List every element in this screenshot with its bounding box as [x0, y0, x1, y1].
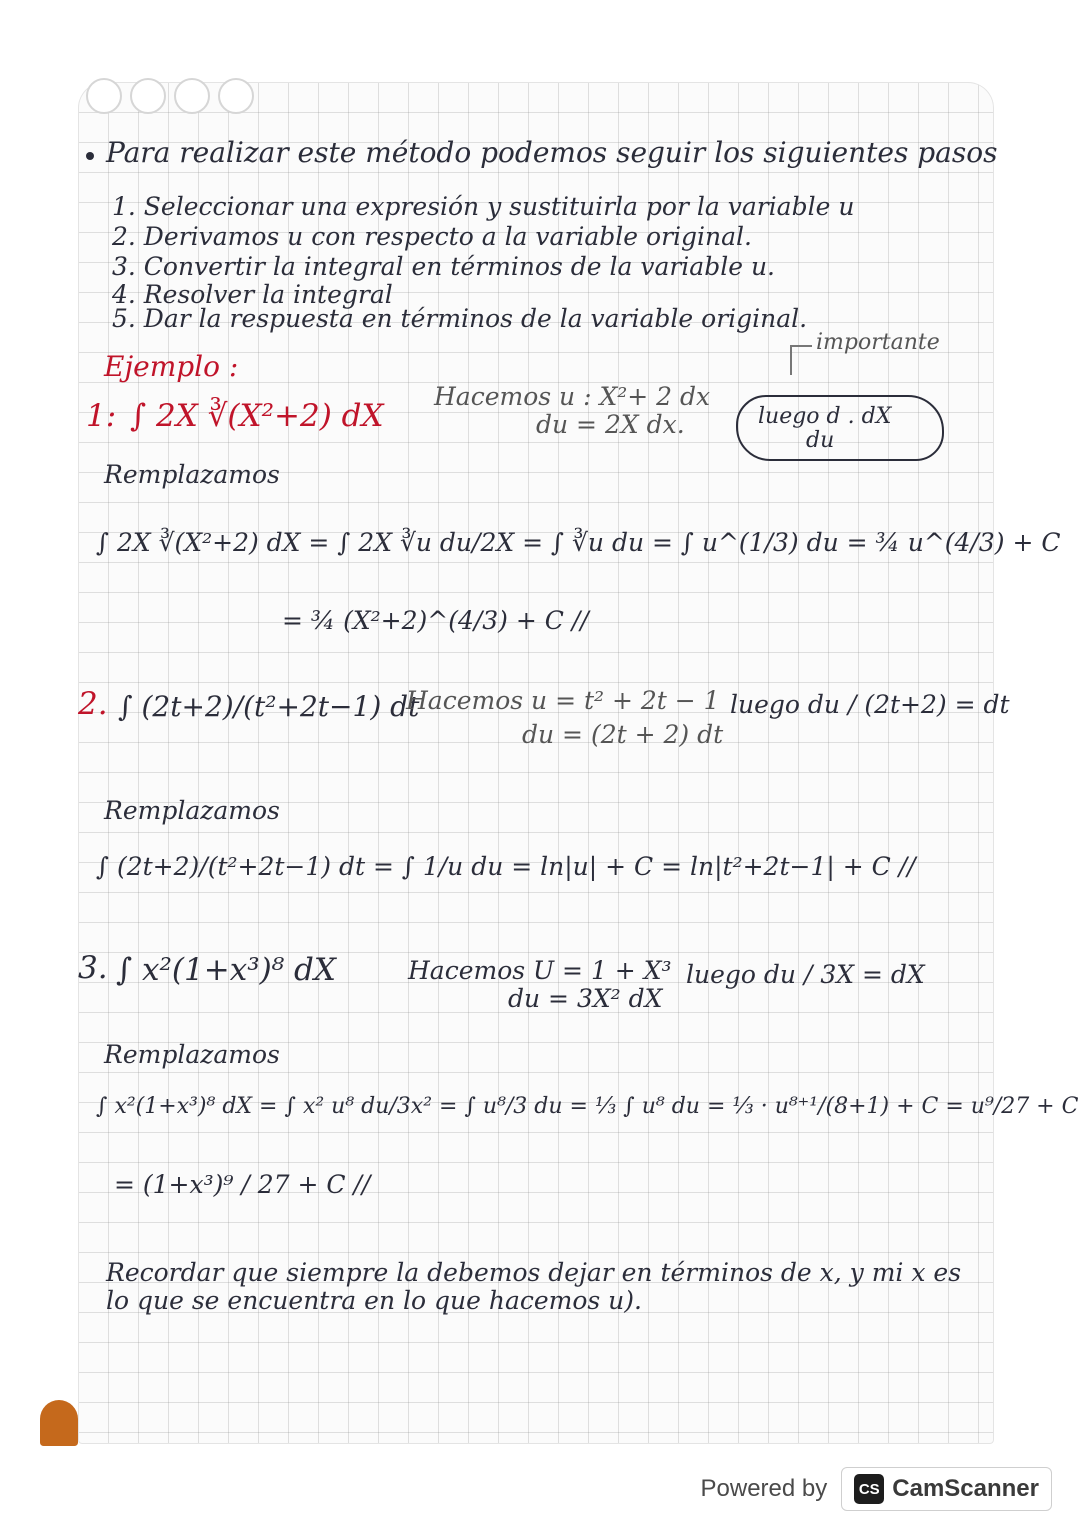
example-1-number: 1: — [86, 398, 117, 434]
note-line-2: lo que se encuentra en lo que hacemos u). — [106, 1286, 642, 1315]
example-2-remplazamos: Remplazamos — [104, 796, 280, 825]
example-3-luego: luego du / 3X = dX — [686, 960, 925, 989]
example-2-differential: du = (2t + 2) dt — [522, 720, 724, 749]
step-2: 2. Derivamos u con respecto a la variable original. — [112, 222, 752, 251]
example-3-substitution: Hacemos U = 1 + X³ — [408, 956, 672, 985]
example-1-derivation: ∫ 2X ∛(X²+2) dX = ∫ 2X ∛u du/2X = ∫ ∛u du = ∫ u^(1/3) du = ¾ u^(4/3) + C — [96, 528, 1061, 557]
example-2-luego: luego du / (2t+2) = dt — [730, 690, 1010, 719]
step-4: 4. Resolver la integral — [112, 280, 393, 309]
powered-by-text: Powered by — [700, 1475, 828, 1502]
step-3: 3. Convertir la integral en términos de la variable u. — [112, 252, 776, 281]
example-3-derivation: ∫ x²(1+x³)⁸ dX = ∫ x² u⁸ du/3x² = ∫ u⁸/3 du = ⅓ ∫ u⁸ du = ⅓ · u⁸⁺¹/(8+1) + C = u⁹/27 + C — [96, 1094, 1079, 1119]
example-3-differential: du = 3X² dX — [508, 984, 663, 1013]
camscanner-footer — [701, 1464, 1052, 1514]
example-1-result: = ¾ (X²+2)^(4/3) + C // — [282, 606, 589, 635]
binder-hole — [86, 78, 122, 114]
finger-edge — [40, 1400, 78, 1446]
example-2-integral: ∫ (2t+2)/(t²+2t−1) dt — [118, 690, 420, 723]
example-3-remplazamos: Remplazamos — [104, 1040, 280, 1069]
camscanner-badge — [841, 1467, 1052, 1511]
example-3-integral: ∫ x²(1+x³)⁸ dX — [116, 952, 336, 988]
step-1: 1. Seleccionar una expresión y sustituirla por la variable u — [112, 192, 855, 221]
camscanner-logo-icon: CS — [854, 1474, 884, 1504]
intro-line: Para realizar este método podemos seguir los siguientes pasos — [106, 136, 998, 169]
example-2-derivation: ∫ (2t+2)/(t²+2t−1) dt = ∫ 1/u du = ln|u| + C = ln|t²+2t−1| + C // — [96, 852, 916, 881]
arrow-line — [790, 345, 812, 347]
note-line-1: Recordar que siempre la debemos dejar en términos de x, y mi x es — [106, 1258, 962, 1287]
example-1-integral: ∫ 2X ∛(X²+2) dX — [130, 398, 384, 434]
bullet-dot — [86, 152, 94, 160]
example-1-luego: luego d . dX — [758, 404, 892, 429]
example-1-substitution: Hacemos u : X²+ 2 dx — [434, 382, 711, 411]
importante-note: importante — [816, 330, 940, 355]
binder-hole — [174, 78, 210, 114]
ejemplo-heading: Ejemplo : — [104, 350, 239, 383]
example-3-number: 3. — [78, 950, 108, 986]
example-1-luego-denominator: du — [806, 428, 835, 453]
example-2-substitution: Hacemos u = t² + 2t − 1 — [406, 686, 720, 715]
step-5: 5. Dar la respuesta en términos de la variable original. — [112, 304, 808, 333]
binder-hole — [218, 78, 254, 114]
example-1-remplazamos: Remplazamos — [104, 460, 280, 489]
example-1-differential: du = 2X dx. — [536, 410, 685, 439]
camscanner-brand: CamScanner — [892, 1475, 1039, 1502]
binder-hole — [130, 78, 166, 114]
example-2-number: 2. — [78, 686, 108, 722]
example-3-result: = (1+x³)⁹ / 27 + C // — [114, 1170, 371, 1199]
arrow-line — [790, 345, 792, 375]
